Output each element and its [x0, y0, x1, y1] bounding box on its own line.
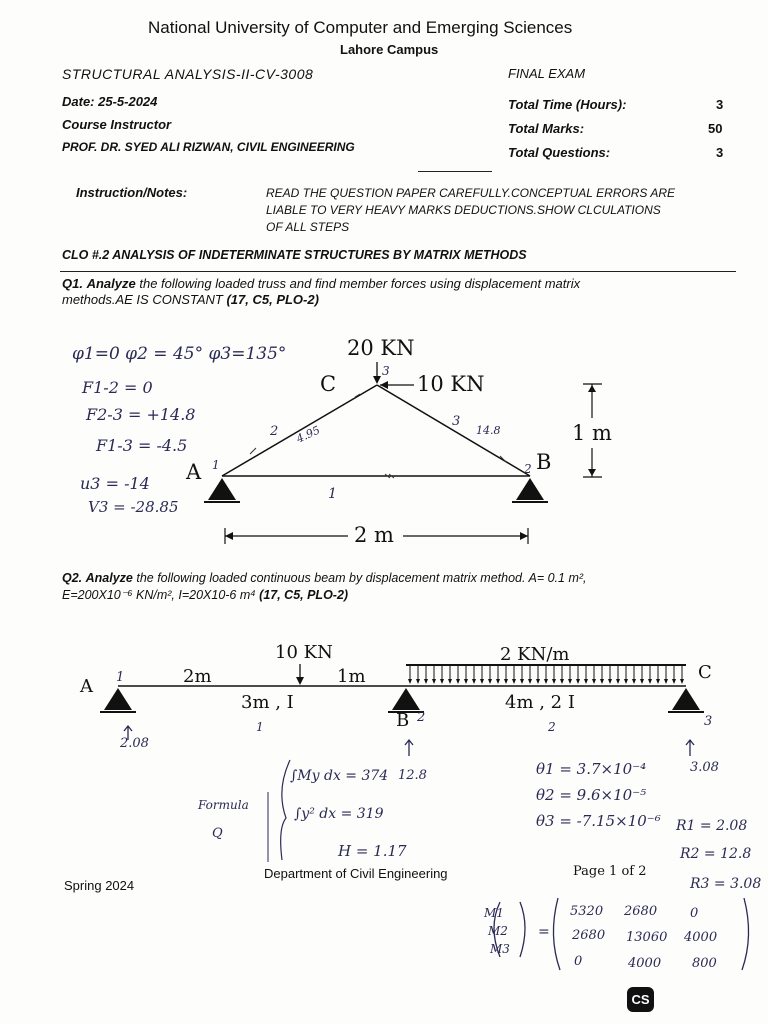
- beam-support-b: [392, 688, 420, 710]
- hw-theta2: θ2 = 9.6×10⁻⁵: [536, 786, 647, 804]
- hw-q: Q: [212, 826, 223, 841]
- campus-name: Lahore Campus: [340, 42, 439, 57]
- truss-height-label: 1 m: [572, 421, 612, 445]
- udl-arrow-head: [464, 679, 468, 684]
- truss-node-b: B: [536, 450, 552, 474]
- udl-arrow-head: [448, 679, 452, 684]
- node-number-a: 1: [212, 458, 220, 472]
- q2-text-2: E=200X10⁻⁶ KN/m², I=20X10-6 m⁴: [62, 588, 260, 602]
- truss-load-horizontal: 10 KN: [417, 372, 485, 396]
- hw-f12: F1-2 = 0: [82, 378, 153, 397]
- hw-integral-1: ∫My dx = 374: [290, 768, 389, 784]
- instructions-line-3: OF ALL STEPS: [266, 220, 350, 234]
- instructions-line-1: READ THE QUESTION PAPER CAREFULLY.CONCEPTUAL ERRORS ARE: [266, 186, 675, 200]
- instructions-line-2: LIABLE TO VERY HEAVY MARKS DEDUCTIONS.SHOW CLCULATIONS: [266, 203, 661, 217]
- beam-span1-label: 3m , I: [241, 692, 294, 713]
- udl-arrow-head: [416, 679, 420, 684]
- hw-v3: V3 = -28.85: [88, 498, 179, 516]
- hw-ra: 2.08: [120, 736, 149, 751]
- udl-arrow-head: [560, 679, 564, 684]
- udl-arrow-head: [568, 679, 572, 684]
- total-marks-value: 50: [708, 121, 723, 136]
- total-marks-label: Total Marks:: [508, 121, 585, 136]
- udl-arrow-head: [536, 679, 540, 684]
- udl-arrow-head: [528, 679, 532, 684]
- hw-rc: 3.08: [690, 760, 719, 775]
- udl-arrow-head: [664, 679, 668, 684]
- hw-f13: F1-3 = -4.5: [96, 436, 188, 455]
- udl-arrow-head: [440, 679, 444, 684]
- q1-text-2: methods.AE IS CONSTANT: [62, 292, 227, 307]
- truss-load-vertical: 20 KN: [347, 336, 415, 360]
- beam-point-load-label: 10 KN: [275, 642, 333, 663]
- beam-udl-label: 2 KN/m: [500, 644, 570, 665]
- beam-num-c: 3: [704, 714, 713, 729]
- udl-arrow-head: [600, 679, 604, 684]
- hw-r2: R2 = 12.8: [680, 846, 752, 862]
- beam-dist-b: 1m: [337, 666, 366, 687]
- hw-m2: M2: [488, 924, 508, 938]
- udl-arrow-head: [576, 679, 580, 684]
- hw-k32: 4000: [628, 956, 662, 971]
- beam-node-a: A: [80, 676, 93, 697]
- udl-arrow-head: [624, 679, 628, 684]
- q2-text-1: the following loaded continuous beam by displacement matrix method. A= 0.1 m²,: [132, 571, 587, 585]
- truss-node-a: A: [186, 460, 202, 484]
- udl-arrow-head: [456, 679, 460, 684]
- university-name: National University of Computer and Emerging Sciences: [148, 18, 573, 37]
- udl-arrow-head: [648, 679, 652, 684]
- beam-elem-1: 1: [256, 720, 264, 734]
- beam-support-c: [672, 688, 700, 710]
- hw-equals: =: [538, 924, 550, 940]
- hw-member2-force: 4.95: [294, 423, 323, 446]
- q2-number: Q2.: [62, 571, 83, 585]
- hw-member3-force: 14.8: [476, 424, 501, 437]
- udl-arrow-head: [408, 679, 412, 684]
- udl-arrow-head: [656, 679, 660, 684]
- hw-m1: M1: [484, 906, 504, 920]
- udl-arrow-head: [680, 679, 684, 684]
- hw-r3: R3 = 3.08: [690, 876, 762, 892]
- udl-arrow-head: [672, 679, 676, 684]
- udl-arrow-head: [472, 679, 476, 684]
- udl-arrow-head: [520, 679, 524, 684]
- hw-k12: 2680: [624, 904, 658, 919]
- hw-h: H = 1.17: [338, 842, 407, 860]
- hw-k22: 13060: [626, 930, 668, 945]
- node-number-b: 2: [524, 462, 532, 476]
- member-number-ac: 2: [270, 424, 279, 439]
- total-questions-value: 3: [716, 145, 724, 160]
- hw-theta1: θ1 = 3.7×10⁻⁴: [536, 760, 647, 778]
- total-time-label: Total Time (Hours):: [508, 97, 627, 112]
- hw-k23: 4000: [684, 930, 718, 945]
- q1-verb: Analyze: [86, 276, 136, 291]
- beam-node-c: C: [698, 662, 712, 683]
- total-time-value: 3: [716, 97, 724, 112]
- course-title: STRUCTURAL ANALYSIS-II-CV-3008: [62, 66, 314, 82]
- total-questions-label: Total Questions:: [508, 145, 611, 160]
- hw-k11: 5320: [570, 904, 604, 919]
- hw-k31: 0: [574, 954, 583, 969]
- udl-arrow-head: [512, 679, 516, 684]
- instructions-label: Instruction/Notes:: [76, 185, 188, 200]
- q1-number: Q1.: [62, 276, 83, 291]
- udl-arrow-head: [544, 679, 548, 684]
- udl-arrow-head: [552, 679, 556, 684]
- udl-arrow-head: [480, 679, 484, 684]
- hw-formula: Formula: [198, 798, 249, 812]
- truss-node-c: C: [320, 372, 337, 396]
- udl-arrow-head: [584, 679, 588, 684]
- beam-span2-label: 4m , 2 I: [505, 692, 575, 713]
- udl-arrow-head: [616, 679, 620, 684]
- hw-f23: F2-3 = +14.8: [86, 405, 196, 424]
- footer-department: Department of Civil Engineering: [264, 866, 448, 881]
- beam-num-b: 2: [417, 710, 426, 725]
- footer-semester: Spring 2024: [64, 878, 135, 893]
- member-number-ab: 1: [328, 486, 337, 502]
- hw-u3: u3 = -14: [80, 474, 150, 493]
- hw-r1: R1 = 2.08: [676, 818, 748, 834]
- beam-support-a: [104, 688, 132, 710]
- hw-m3: M3: [490, 942, 510, 956]
- exam-date: Date: 25-5-2024: [62, 94, 158, 109]
- node-number-c: 3: [382, 364, 390, 378]
- member-number-cb: 3: [452, 414, 461, 429]
- footer-page: Page 1 of 2: [573, 864, 647, 879]
- hw-angles: φ1=0 φ2 = 45° φ3=135°: [72, 344, 287, 364]
- udl-arrow-head: [632, 679, 636, 684]
- q1-text-1: the following loaded truss and find member forces using displacement matrix: [135, 276, 581, 291]
- udl-arrow-head: [496, 679, 500, 684]
- hw-rb: 12.8: [398, 768, 427, 783]
- instructor-name: PROF. DR. SYED ALI RIZWAN, CIVIL ENGINEERING: [62, 140, 355, 154]
- clo-heading: CLO #.2 ANALYSIS OF INDETERMINATE STRUCTURES BY MATRIX METHODS: [62, 248, 527, 262]
- udl-arrow-head: [488, 679, 492, 684]
- camscanner-logo: CS: [627, 987, 654, 1012]
- hw-k13: 0: [690, 906, 699, 921]
- exam-type: FINAL EXAM: [508, 66, 586, 81]
- q1-marks: (17, C5, PLO-2): [226, 292, 319, 307]
- q2-verb: Analyze: [85, 571, 133, 585]
- beam-num-a: 1: [116, 670, 125, 685]
- hw-theta3: θ3 = -7.15×10⁻⁶: [536, 812, 661, 830]
- hw-integral-2: ∫y² dx = 319: [294, 806, 384, 822]
- instructor-label: Course Instructor: [62, 117, 172, 132]
- udl-arrow-head: [608, 679, 612, 684]
- udl-arrow-head: [640, 679, 644, 684]
- beam-elem-2: 2: [548, 720, 556, 734]
- beam-dist-a: 2m: [183, 666, 212, 687]
- truss-span-label: 2 m: [354, 523, 394, 547]
- udl-arrow-head: [592, 679, 596, 684]
- udl-arrow-head: [432, 679, 436, 684]
- hw-k33: 800: [692, 956, 717, 971]
- q2-marks: (17, C5, PLO-2): [259, 588, 349, 602]
- beam-node-b: B: [396, 710, 410, 731]
- hw-k21: 2680: [572, 928, 606, 943]
- udl-arrow-head: [504, 679, 508, 684]
- udl-arrow-head: [424, 679, 428, 684]
